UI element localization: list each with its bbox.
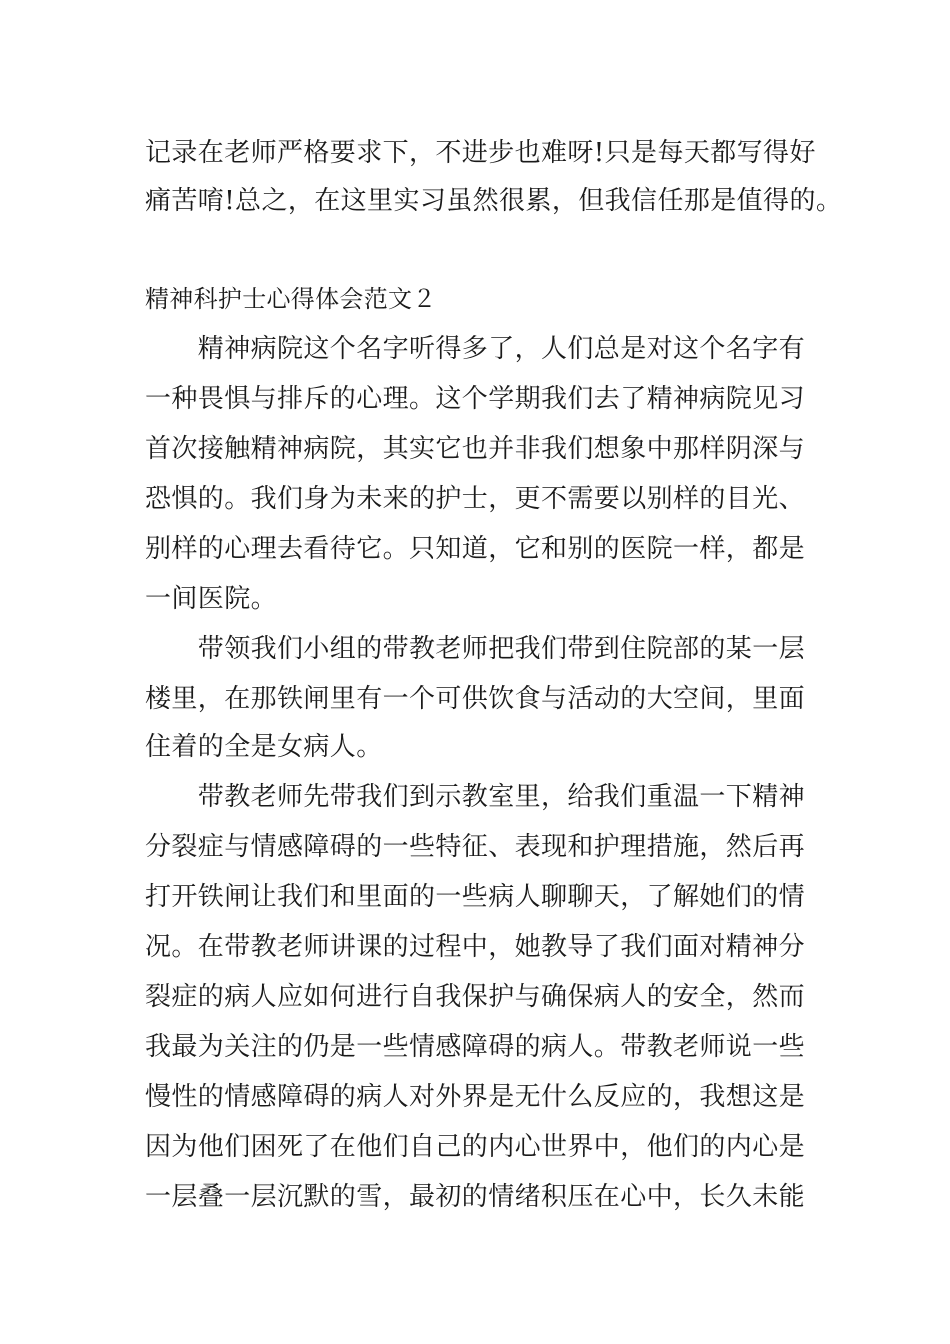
body-line: 楼里，在那铁闸里有一个可供饮食与活动的大空间，里面 bbox=[145, 684, 806, 714]
body-line: 一间医院。 bbox=[145, 584, 278, 614]
body-line: 一种畏惧与排斥的心理。这个学期我们去了精神病院见习 bbox=[145, 384, 806, 414]
section-title: 精神科护士心得体会范文２ bbox=[145, 285, 437, 313]
intro-line: 记录在老师严格要求下，不进步也难呀!只是每天都写得好 bbox=[145, 138, 816, 168]
intro-line: 痛苦唷!总之，在这里实习虽然很累，但我信任那是值得的。 bbox=[145, 186, 843, 216]
body-line: 首次接触精神病院，其实它也并非我们想象中那样阴深与 bbox=[145, 434, 806, 464]
body-line: 带领我们小组的带教老师把我们带到住院部的某一层 bbox=[145, 634, 806, 664]
body-line: 裂症的病人应如何进行自我保护与确保病人的安全，然而 bbox=[145, 982, 806, 1012]
body-line: 因为他们困死了在他们自己的内心世界中，他们的内心是 bbox=[145, 1132, 806, 1162]
body-line: 一层叠一层沉默的雪，最初的情绪积压在心中，长久未能 bbox=[145, 1182, 806, 1212]
body-line: 慢性的情感障碍的病人对外界是无什么反应的，我想这是 bbox=[145, 1082, 806, 1112]
body-line: 况。在带教老师讲课的过程中，她教导了我们面对精神分 bbox=[145, 932, 806, 962]
body-line: 恐惧的。我们身为未来的护士，更不需要以别样的目光、 bbox=[145, 484, 806, 514]
body-line: 打开铁闸让我们和里面的一些病人聊聊天，了解她们的情 bbox=[145, 882, 806, 912]
body-line: 住着的全是女病人。 bbox=[145, 732, 383, 762]
body-line: 带教老师先带我们到示教室里，给我们重温一下精神 bbox=[145, 782, 806, 812]
body-line: 我最为关注的仍是一些情感障碍的病人。带教老师说一些 bbox=[145, 1032, 806, 1062]
body-line: 精神病院这个名字听得多了，人们总是对这个名字有 bbox=[145, 334, 806, 364]
body-line: 别样的心理去看待它。只知道，它和别的医院一样，都是 bbox=[145, 534, 806, 564]
body-line: 分裂症与情感障碍的一些特征、表现和护理措施，然后再 bbox=[145, 832, 806, 862]
